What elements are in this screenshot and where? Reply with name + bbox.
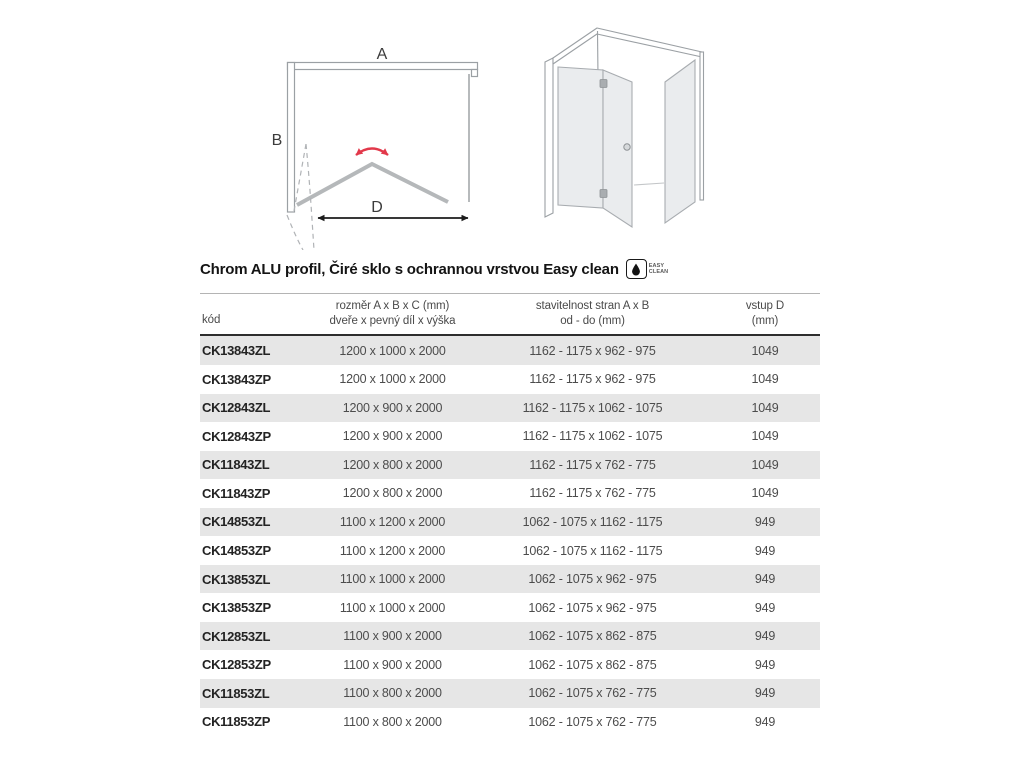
header-vstup-line1: vstup D	[745, 300, 785, 312]
hinge-icon-bottom	[600, 190, 607, 198]
fixed-glass-panel-right	[665, 60, 695, 223]
cell-stavitelnost: 1062 - 1075 x 962 - 975	[528, 600, 657, 615]
cell-kod: CK12853ZP	[202, 657, 271, 673]
cell-vstup: 949	[754, 657, 776, 672]
cell-vstup: 1049	[751, 343, 779, 358]
table-row	[200, 565, 820, 594]
table-row	[200, 536, 820, 565]
cell-rozmer: 1200 x 800 x 2000	[342, 457, 443, 472]
cell-stavitelnost: 1062 - 1075 x 1162 - 1175	[522, 514, 663, 529]
cell-rozmer: 1100 x 900 x 2000	[343, 657, 442, 672]
cell-kod: CK14853ZP	[202, 543, 271, 559]
badge-line-2: CLEAN	[648, 269, 669, 275]
right-profile-3d	[700, 52, 704, 200]
header-kod	[200, 294, 310, 336]
floor-edge-line	[634, 183, 664, 185]
cell-rozmer: 1100 x 900 x 2000	[343, 629, 442, 644]
cell-stavitelnost: 1162 - 1175 x 762 - 775	[529, 486, 656, 501]
spec-table-header	[200, 294, 820, 336]
dimension-label-b: B	[271, 132, 283, 149]
cell-stavitelnost: 1162 - 1175 x 1062 - 1075	[522, 429, 663, 444]
cell-rozmer: 1100 x 1000 x 2000	[339, 600, 446, 615]
easy-clean-badge-text	[649, 263, 668, 276]
table-row	[200, 479, 820, 508]
page-title: Chrom ALU profil, Čiré sklo s ochrannou vrstvou Easy clean	[200, 260, 619, 278]
table-row	[200, 422, 820, 451]
cell-rozmer: 1200 x 800 x 2000	[342, 486, 443, 501]
cell-vstup: 1049	[751, 400, 779, 415]
cell-rozmer: 1200 x 900 x 2000	[342, 429, 443, 444]
spec-table-body	[200, 335, 820, 736]
cell-vstup: 1049	[751, 486, 779, 501]
cell-kod: CK11853ZP	[202, 714, 271, 730]
cell-stavitelnost: 1062 - 1075 x 862 - 875	[528, 657, 657, 672]
table-row	[200, 508, 820, 537]
cell-vstup: 949	[754, 600, 776, 615]
shower-enclosure-3d-drawing	[530, 15, 760, 245]
cell-vstup: 949	[754, 572, 776, 587]
cell-vstup: 949	[754, 514, 776, 529]
cell-vstup: 1049	[751, 429, 779, 444]
hinge-icon-top	[600, 80, 607, 88]
table-row	[200, 451, 820, 480]
cell-vstup: 949	[754, 543, 776, 558]
cell-stavitelnost: 1062 - 1075 x 962 - 975	[528, 572, 657, 587]
badge-line-1: EASY	[648, 262, 665, 269]
cell-stavitelnost: 1162 - 1175 x 762 - 775	[529, 457, 656, 472]
top-bar-3d	[553, 28, 702, 64]
cell-rozmer: 1100 x 800 x 2000	[343, 686, 442, 701]
cell-stavitelnost: 1162 - 1175 x 1062 - 1075	[522, 400, 663, 415]
dimension-label-a: A	[376, 46, 388, 63]
table-row	[200, 708, 820, 737]
cell-vstup: 949	[754, 629, 776, 644]
table-row	[200, 335, 820, 365]
header-rozmer-line1: rozměr A x B x C (mm)	[335, 300, 450, 312]
header-vstup-line2: (mm)	[751, 314, 779, 327]
door-swing-dashed-3	[287, 215, 303, 250]
cell-rozmer: 1200 x 1000 x 2000	[339, 343, 446, 358]
cell-vstup: 949	[754, 686, 776, 701]
cell-kod: CK14853ZL	[202, 514, 271, 530]
table-row	[200, 394, 820, 423]
cell-vstup: 1049	[751, 372, 779, 387]
spec-table	[200, 293, 820, 736]
wall-profile-3d	[545, 58, 553, 217]
cell-kod: CK13853ZP	[202, 600, 271, 616]
header-stavitelnost-line2: od - do (mm)	[560, 314, 625, 327]
cell-kod: CK13843ZP	[202, 371, 271, 387]
table-row	[200, 679, 820, 708]
table-row	[200, 593, 820, 622]
table-row	[200, 622, 820, 651]
plan-view-diagram	[265, 35, 500, 250]
cell-kod: CK12843ZL	[202, 400, 271, 416]
header-stavitelnost-line1: stavitelnost stran A x B	[535, 300, 650, 312]
header-row	[200, 294, 820, 336]
table-row	[200, 650, 820, 679]
easy-clean-badge	[626, 259, 668, 279]
cell-vstup: 949	[754, 714, 776, 729]
left-wall-profile	[288, 63, 295, 213]
cell-rozmer: 1200 x 1000 x 2000	[339, 372, 446, 387]
header-rozmer	[310, 294, 475, 336]
header-kod-label: kód	[202, 313, 221, 326]
dimension-label-d: D	[371, 199, 383, 216]
cell-rozmer: 1100 x 1000 x 2000	[339, 572, 446, 587]
cell-rozmer: 1100 x 1200 x 2000	[339, 543, 446, 558]
water-drop-icon	[626, 259, 647, 279]
cell-kod: CK12853ZL	[202, 628, 271, 644]
top-profile-end-cap	[472, 70, 478, 77]
cell-stavitelnost: 1162 - 1175 x 962 - 975	[529, 372, 656, 387]
cell-kod: CK12843ZP	[202, 428, 271, 444]
cell-kod: CK11843ZP	[202, 485, 271, 501]
cell-stavitelnost: 1062 - 1075 x 762 - 775	[528, 714, 657, 729]
cell-stavitelnost: 1162 - 1175 x 962 - 975	[529, 343, 656, 358]
cell-rozmer: 1200 x 900 x 2000	[342, 400, 443, 415]
top-wall-profile	[288, 63, 478, 70]
cell-stavitelnost: 1062 - 1075 x 1162 - 1175	[522, 543, 663, 558]
fixed-glass-panel-left	[558, 67, 603, 208]
door-knob-icon	[624, 144, 630, 150]
cell-vstup: 1049	[751, 457, 779, 472]
cell-kod: CK13853ZL	[202, 571, 271, 587]
cell-stavitelnost: 1062 - 1075 x 762 - 775	[528, 686, 657, 701]
cell-rozmer: 1100 x 1200 x 2000	[339, 514, 446, 529]
header-rozmer-line2: dveře x pevný díl x výška	[329, 314, 456, 327]
cell-kod: CK11853ZL	[202, 685, 270, 701]
cell-stavitelnost: 1062 - 1075 x 862 - 875	[528, 629, 657, 644]
header-vstup	[710, 294, 820, 336]
cell-kod: CK11843ZL	[202, 457, 270, 473]
title-row	[200, 259, 820, 279]
table-row	[200, 365, 820, 394]
cell-rozmer: 1100 x 800 x 2000	[343, 714, 442, 729]
swing-arrow-icon	[356, 149, 388, 156]
header-stavitelnost	[475, 294, 710, 336]
cell-kod: CK13843ZL	[202, 343, 271, 359]
